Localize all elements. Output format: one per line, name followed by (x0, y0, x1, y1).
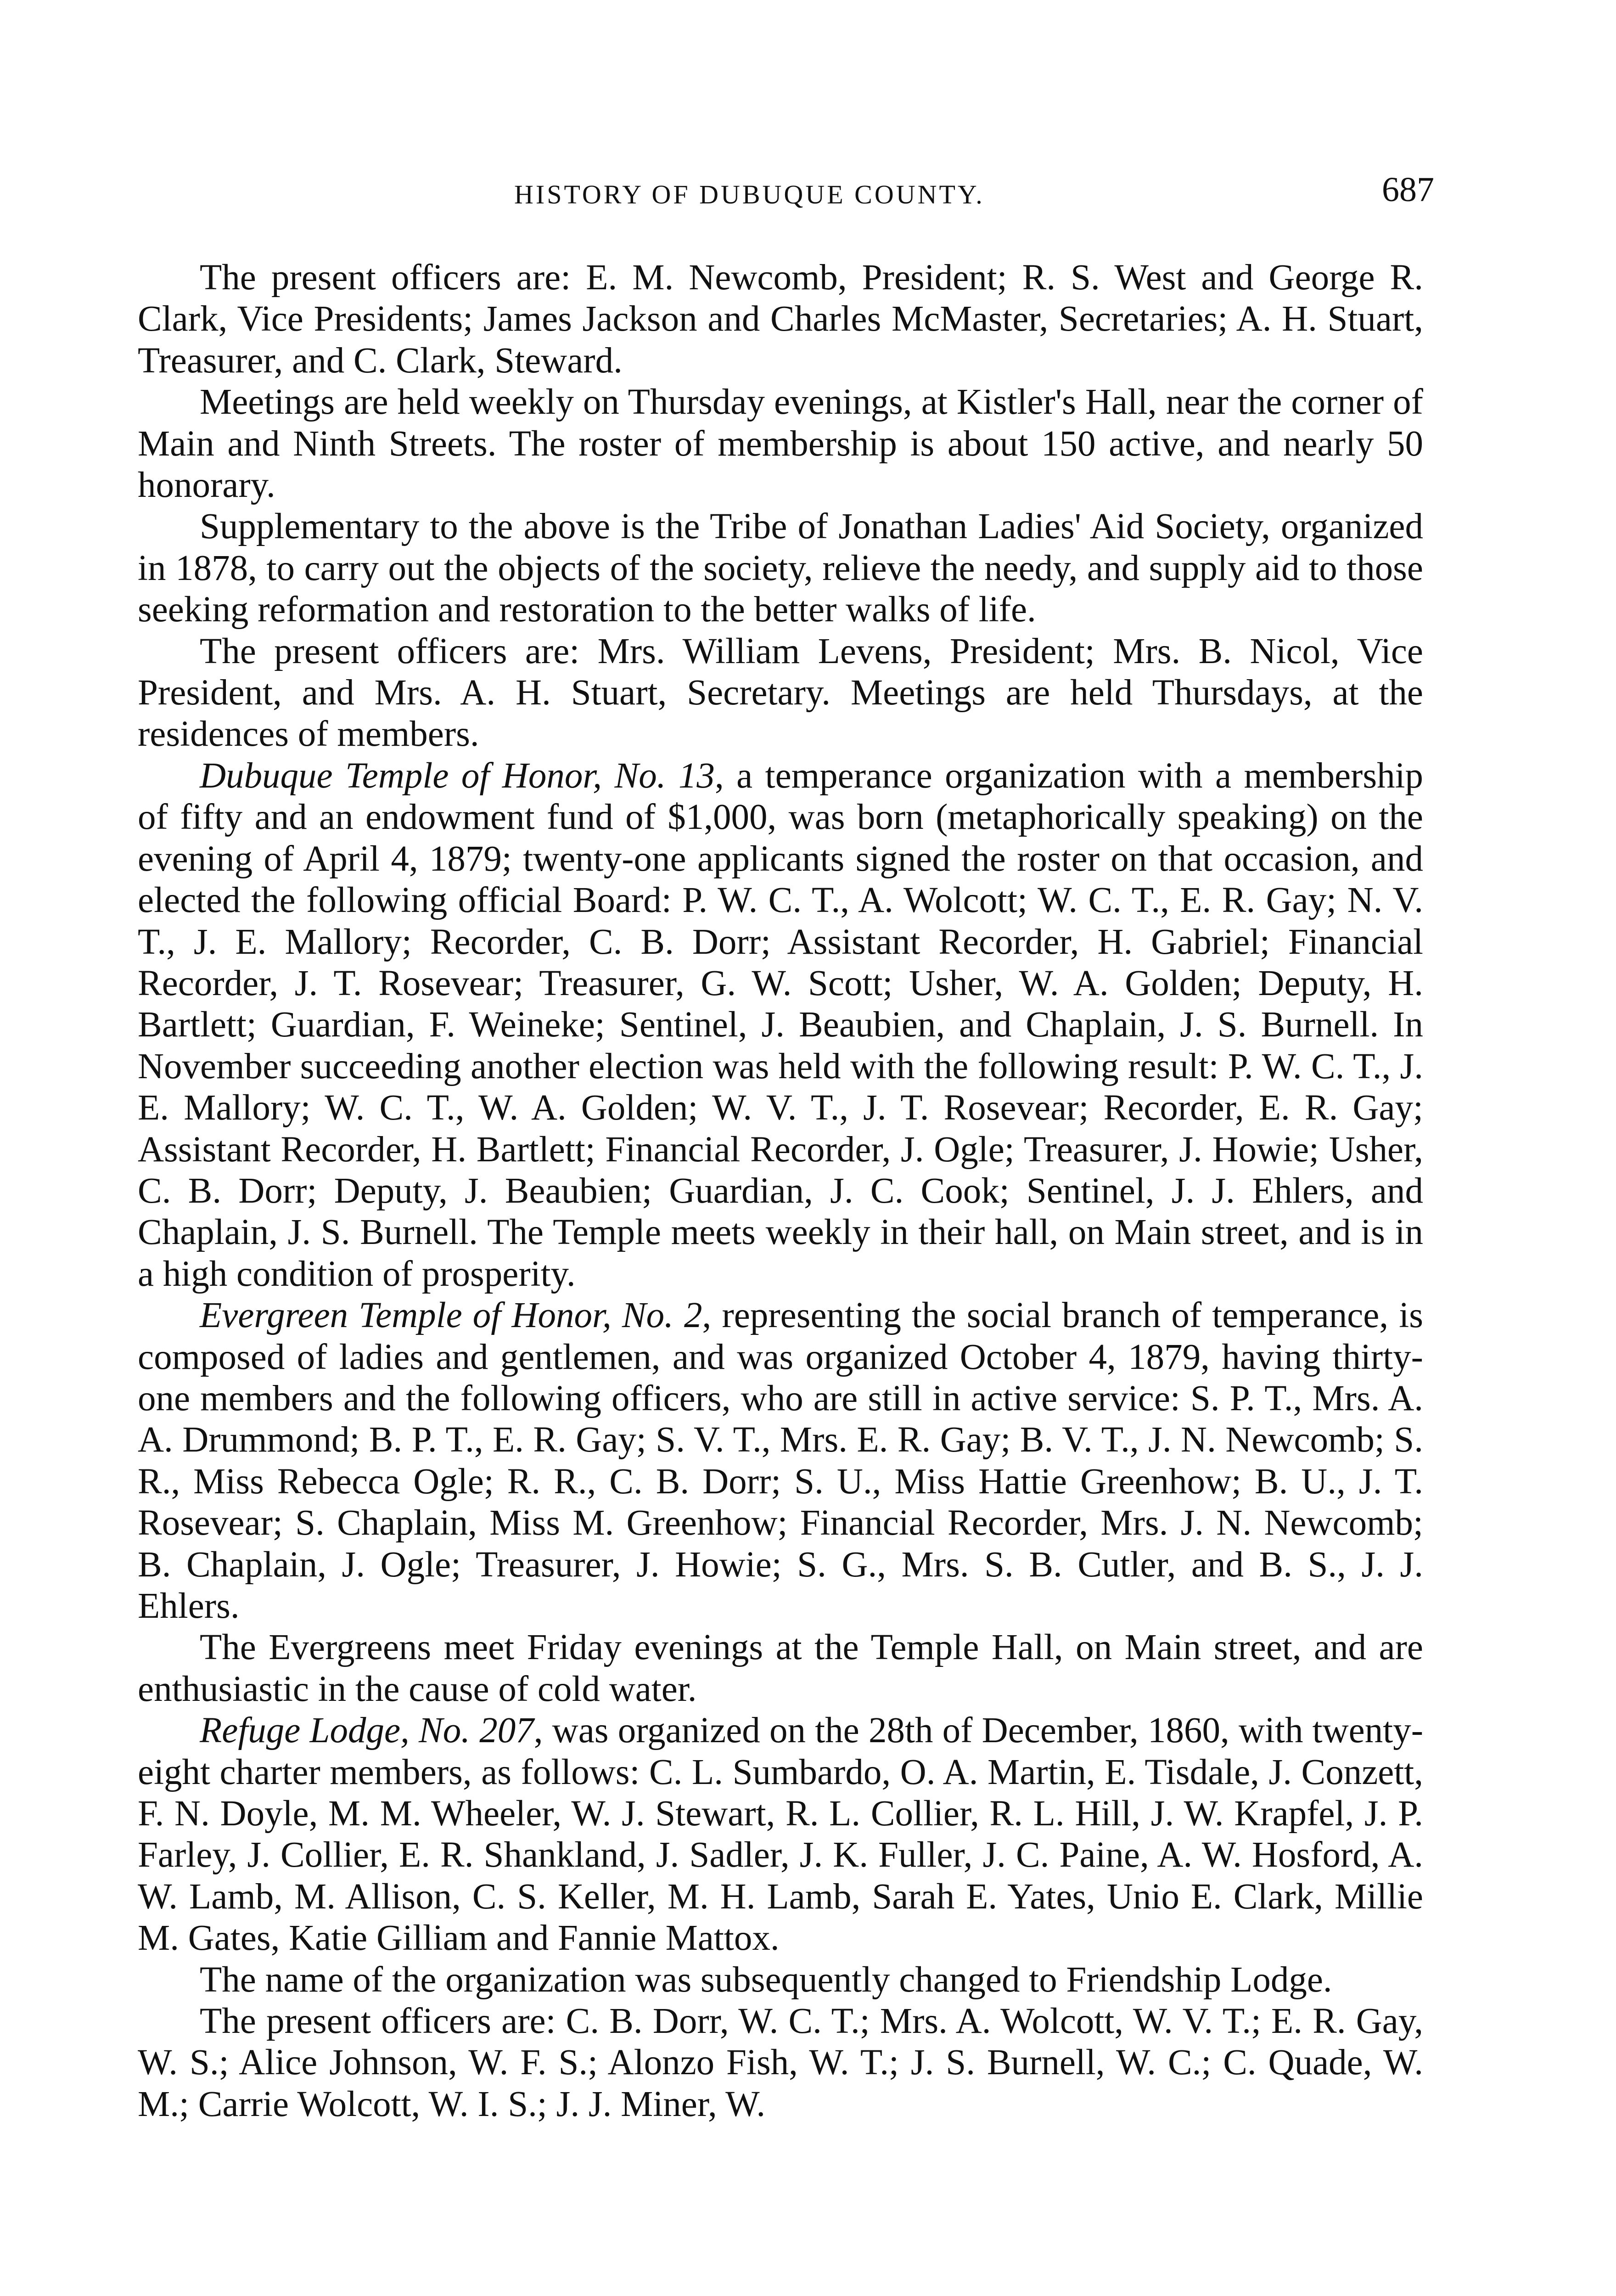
paragraph-lead: Dubuque Temple of Honor, No. 13 (200, 755, 715, 796)
paragraph-text: , a temperance organization with a membership of fifty and an endowment fund of $1,000, was born (metaphorically speaking) on the evening of April 4, 1879; twenty-one applicants signed the roster on that occasion, and elected the following official Board: P. W. C. T., A. Wolcott; W. C. T., E. R. Gay; N. V. T., J. E. Mallory; Recorder, C. B. Dorr; Assistant Recorder, H. Gabriel; Financial Recorder, J. T. Rosevear; Treasurer, G. W. Scott; Usher, W. A. Golden; Deputy, H. Bartlett; Guardian, F. Weineke; Sentinel, J. Beaubien, and Chaplain, J. S. Burnell. In November succeeding another election was held with the following result: P. W. C. T., J. E. Mallory; W. C. T., W. A. Golden; W. V. T., J. T. Rosevear; Recorder, E. R. Gay; Assistant Recorder, H. Bartlett; Financial Recorder, J. Ogle; Treasurer, J. Howie; Usher, C. B. Dorr; Deputy, J. Beaubien; Guardian, J. C. Cook; Sentinel, J. J. Ehlers, and Chaplain, J. S. Burnell. The Temple meets weekly in their hall, on Main street, and is in a high condition of prosperity. (138, 755, 1424, 1294)
paragraph-text: The name of the organization was subsequently changed to Friendship Lodge. (200, 1959, 1332, 2000)
paragraph-text: Meetings are held weekly on Thursday evenings, at Kistler's Hall, near the corner of Main and Ninth Streets. The roster of membership is about 150 active, and nearly 50 honorary. (138, 382, 1423, 506)
paragraph-evergreen-temple (138, 1295, 1423, 1627)
paragraph-name-change (138, 1959, 1423, 2001)
paragraph-text: , representing the social branch of temperance, is composed of ladies and gentlemen, and was organized October 4, 1879, having thirty-one members and the following officers, who are still in active service: S. P. T., Mrs. A. A. Drummond; B. P. T., E. R. Gay; S. V. T., Mrs. E. R. Gay; B. V. T., J. N. Newcomb; S. R., Miss Rebecca Ogle; R. R., C. B. Dorr; S. U., Miss Hattie Greenhow; B. U., J. T. Rosevear; S. Chaplain, Miss M. Greenhow; Financial Recorder, Mrs. J. N. Newcomb; B. Chaplain, J. Ogle; Treasurer, J. Howie; S. G., Mrs. S. B. Cutler, and B. S., J. J. Ehlers. (138, 1295, 1423, 1626)
paragraph-text: Supplementary to the above is the Tribe of Jonathan Ladies' Aid Society, organized in 1878, to carry out the objects of the society, relieve the needy, and supply aid to those seeking reformation and restoration to the better walks of life. (138, 506, 1423, 630)
paragraph-text: The present officers are: C. B. Dorr, W. C. T.; Mrs. A. Wolcott, W. V. T.; E. R. Gay, W. S.; Alice Johnson, W. F. S.; Alonzo Fish, W. T.; J. S. Burnell, W. C.; C. Quade, W. M.; Carrie Wolcott, W. I. S.; J. J. Miner, W. (138, 2001, 1423, 2124)
paragraph-text: The present officers are: Mrs. William Levens, President; Mrs. B. Nicol, Vice President, and Mrs. A. H. Stuart, Secretary. Meetings are held Thursdays, at the residences of members. (138, 631, 1423, 754)
paragraph-ladies-officers (138, 631, 1423, 755)
paragraph-refuge-lodge (138, 1710, 1423, 1959)
paragraph-present-officers (138, 2001, 1423, 2125)
paragraph-evergreens-meet (138, 1627, 1423, 1710)
paragraph-meetings (138, 382, 1423, 506)
paragraph-text: , was organized on the 28th of December, 1860, with twenty-eight charter members, as follows: C. L. Sumbardo, O. A. Martin, E. Tisdale, J. Conzett, F. N. Doyle, M. M. Wheeler, W. J. Stewart, R. L. Collier, R. L. Hill, J. W. Krapfel, J. P. Farley, J. Collier, E. R. Shankland, J. Sadler, J. K. Fuller, J. C. Paine, A. W. Hosford, A. W. Lamb, M. Allison, C. S. Keller, M. H. Lamb, Sarah E. Yates, Unio E. Clark, Millie M. Gates, Katie Gilliam and Fannie Mattox. (138, 1711, 1423, 1958)
page-number: 687 (1382, 170, 1434, 209)
paragraph-lead: Refuge Lodge, No. 207 (200, 1711, 534, 1751)
paragraph-lead: Evergreen Temple of Honor, No. 2 (200, 1295, 702, 1336)
paragraph-text: The Evergreens meet Friday evenings at the Temple Hall, on Main street, and are enthusiastic in the cause of cold water. (138, 1627, 1423, 1709)
paragraph-text: The present officers are: E. M. Newcomb, President; R. S. West and George R. Clark, Vice Presidents; James Jackson and Charles McMaster, Secretaries; A. H. Stuart, Treasurer, and C. Clark, Steward. (138, 258, 1423, 381)
paragraph-officers (138, 257, 1423, 382)
paragraph-ladies-aid (138, 506, 1423, 630)
running-head: HISTORY OF DUBUQUE COUNTY. (514, 180, 985, 209)
paragraph-dubuque-temple (138, 755, 1423, 1295)
body-text (138, 257, 1423, 2125)
